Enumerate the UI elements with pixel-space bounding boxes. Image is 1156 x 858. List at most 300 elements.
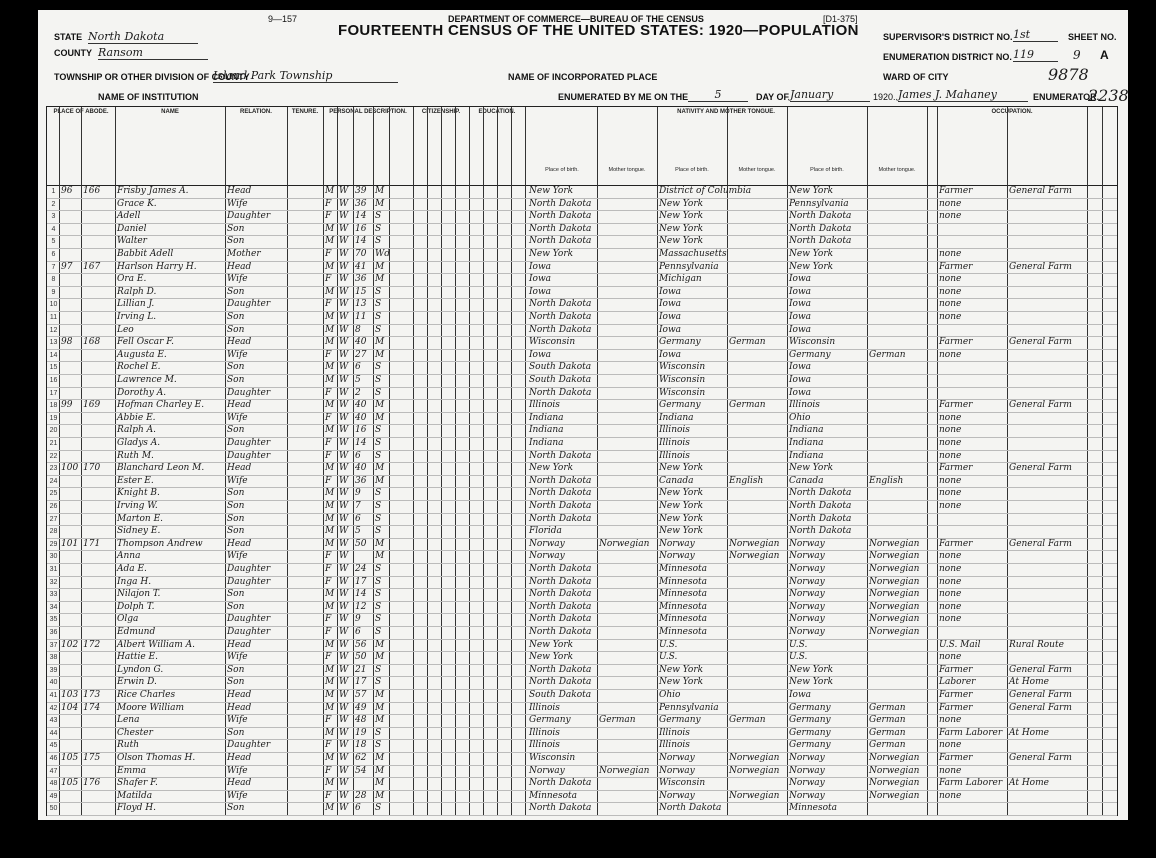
- cell-rn: 31: [49, 566, 58, 573]
- enum-month: January: [790, 88, 870, 102]
- table-row: [47, 298, 1117, 312]
- cell-occ: none: [939, 349, 962, 360]
- cell-dw: 103: [61, 690, 79, 700]
- cell-fpob: Minnesota: [659, 627, 708, 637]
- cell-age: 9: [355, 614, 361, 625]
- cell-mpob: North Dakota: [789, 513, 852, 524]
- cell-ms: M: [375, 538, 385, 549]
- group-occupation: OCCUPATION.: [991, 109, 1033, 115]
- table-row: [47, 387, 1117, 401]
- cell-age: 16: [355, 425, 367, 436]
- table-row: [47, 752, 1117, 766]
- cell-race: W: [339, 324, 349, 335]
- cell-pob: Iowa: [529, 261, 552, 272]
- group-name: NAME: [161, 109, 179, 115]
- cell-pob: New York: [529, 186, 574, 196]
- cell-name: Adell: [117, 211, 141, 222]
- cell-sex: M: [325, 337, 335, 348]
- cell-mpob: Norway: [789, 753, 825, 763]
- table-row: [47, 235, 1117, 249]
- cell-fpob: Massachusetts: [659, 249, 727, 259]
- cell-name: Floyd H.: [117, 803, 156, 814]
- cell-age: 40: [355, 400, 367, 411]
- cell-sex: F: [325, 198, 332, 209]
- cell-age: 14: [355, 589, 367, 600]
- cell-dw: 98: [61, 337, 73, 348]
- cell-occ: Farmer: [939, 664, 973, 675]
- cell-fam: 175: [83, 753, 101, 763]
- cell-fpob: New York: [659, 526, 704, 537]
- table-row: [47, 727, 1117, 741]
- cell-ind: General Farm: [1009, 538, 1072, 549]
- cell-fpob: New York: [659, 223, 704, 234]
- cell-fpob: Norway: [659, 538, 695, 549]
- cell-mtg: Norwegian: [869, 564, 920, 574]
- cell-race: W: [339, 425, 349, 436]
- cell-sex: M: [325, 501, 335, 511]
- cell-dw: 100: [61, 463, 79, 474]
- cell-mpob: Iowa: [789, 387, 812, 398]
- cell-occ: Farmer: [939, 186, 973, 196]
- cell-ftg: Norwegian: [729, 790, 780, 801]
- cell-sex: M: [325, 362, 335, 373]
- cell-ms: M: [375, 198, 385, 209]
- cell-mtg: Norwegian: [869, 614, 920, 625]
- cell-ms: M: [375, 690, 385, 700]
- cell-sex: F: [325, 450, 332, 461]
- cell-pob: Minnesota: [529, 790, 578, 801]
- cell-pob: North Dakota: [529, 387, 592, 398]
- cell-rn: 3: [51, 213, 56, 221]
- cell-rn: 40: [49, 679, 58, 687]
- cell-rn: 8: [51, 276, 56, 284]
- place-label: NAME OF INCORPORATED PLACE: [508, 72, 658, 82]
- cell-rel: Head: [227, 702, 252, 713]
- cell-occ: Farmer: [939, 463, 973, 474]
- cell-occ: none: [939, 614, 962, 625]
- cell-age: 50: [355, 538, 367, 549]
- cell-name: Rochel E.: [117, 362, 161, 373]
- cell-mpob: Norway: [789, 576, 825, 587]
- cell-age: 15: [355, 286, 367, 297]
- cell-fpob: Minnesota: [659, 614, 708, 625]
- cell-mpob: Germany: [789, 702, 831, 713]
- cell-mpob: Ohio: [789, 412, 811, 423]
- cell-age: 40: [355, 412, 367, 423]
- cell-sex: F: [325, 790, 332, 801]
- cell-sex: F: [325, 627, 332, 637]
- cell-mpob: Canada: [789, 475, 824, 486]
- cell-pob: Iowa: [529, 274, 552, 285]
- cell-race: W: [339, 501, 349, 511]
- table-row: [47, 374, 1117, 388]
- cell-fpob: Iowa: [659, 324, 682, 335]
- cell-fpob: U.S.: [659, 639, 678, 650]
- cell-rel: Son: [227, 589, 245, 600]
- table-row: [47, 210, 1117, 224]
- cell-rel: Son: [227, 324, 245, 335]
- cell-pob: South Dakota: [529, 690, 592, 700]
- table-row: [47, 613, 1117, 627]
- enumerator-name: James J. Mahaney: [898, 88, 1028, 102]
- cell-rn: 14: [49, 351, 58, 359]
- cell-fpob: Ohio: [659, 690, 681, 700]
- cell-pob: North Dakota: [529, 211, 592, 222]
- cell-name: Rice Charles: [117, 690, 176, 700]
- cell-mpob: Indiana: [789, 425, 824, 436]
- table-row: [47, 475, 1117, 489]
- cell-sex: M: [325, 664, 335, 675]
- table-row: [47, 538, 1117, 552]
- cell-age: 56: [355, 639, 367, 650]
- cell-rn: 48: [49, 780, 58, 788]
- cell-race: W: [339, 715, 349, 726]
- cell-pob: North Dakota: [529, 312, 592, 322]
- column-headers: [47, 107, 1117, 186]
- cell-rn: 7: [51, 263, 56, 271]
- cell-age: 40: [355, 337, 367, 348]
- cell-sex: M: [325, 601, 335, 612]
- cell-pob: Norway: [529, 538, 565, 549]
- cell-dw: 96: [61, 186, 73, 196]
- cell-name: Harlson Harry H.: [117, 261, 197, 272]
- cell-occ: Farmer: [939, 753, 973, 763]
- cell-occ: none: [939, 312, 962, 322]
- group-citizenship: CITIZENSHIP.: [421, 109, 461, 115]
- table-row: [47, 639, 1117, 653]
- day-of-label: DAY OF: [756, 92, 790, 102]
- sub-father-pob: Place of birth.: [675, 167, 709, 173]
- enum-day: 5: [688, 88, 748, 102]
- cell-ind: At Home: [1009, 677, 1049, 688]
- table-row: [47, 702, 1117, 716]
- cell-sex: M: [325, 803, 335, 814]
- cell-fpob: Iowa: [659, 349, 682, 360]
- cell-mpob: Germany: [789, 715, 831, 726]
- cell-name: Ralph D.: [117, 286, 157, 297]
- series-code: [D1-375]: [823, 14, 858, 24]
- year: 1920.: [873, 92, 896, 102]
- cell-race: W: [339, 627, 349, 637]
- cell-rel: Son: [227, 803, 245, 814]
- cell-fpob: New York: [659, 463, 704, 474]
- cell-ms: M: [375, 261, 385, 272]
- cell-ind: General Farm: [1009, 664, 1072, 675]
- cell-fpob: Illinois: [659, 425, 690, 436]
- cell-age: 5: [355, 375, 361, 385]
- cell-mpob: Iowa: [789, 324, 812, 335]
- cell-fpob: Norway: [659, 790, 695, 801]
- cell-pob: North Dakota: [529, 236, 592, 247]
- table-row: [47, 311, 1117, 325]
- cell-occ: none: [939, 274, 962, 285]
- cell-race: W: [339, 400, 349, 411]
- cell-age: 9: [355, 488, 361, 499]
- cell-fpob: Illinois: [659, 450, 690, 461]
- cell-name: Edmund: [117, 627, 156, 637]
- cell-ftg: German: [729, 400, 766, 411]
- cell-ftg: Norwegian: [729, 765, 780, 776]
- cell-pob: North Dakota: [529, 299, 592, 310]
- table-row: [47, 487, 1117, 501]
- table-row: [47, 462, 1117, 476]
- cell-pob: Wisconsin: [529, 753, 576, 763]
- sheet-side: A: [1100, 48, 1109, 62]
- cell-rel: Head: [227, 778, 252, 789]
- cell-sex: F: [325, 740, 332, 751]
- cell-race: W: [339, 702, 349, 713]
- cell-pob: North Dakota: [529, 488, 592, 499]
- cell-pob: North Dakota: [529, 576, 592, 587]
- cell-mpob: Indiana: [789, 450, 824, 461]
- cell-fam: 169: [83, 400, 101, 411]
- cell-rn: 22: [49, 452, 58, 460]
- township-label: TOWNSHIP OR OTHER DIVISION OF COUNTY: [54, 72, 250, 82]
- cell-mpob: Iowa: [789, 312, 812, 322]
- cell-age: 12: [355, 601, 367, 612]
- cell-rel: Head: [227, 753, 252, 763]
- cell-occ: Farmer: [939, 690, 973, 700]
- table-row: [47, 336, 1117, 350]
- cell-ptg: German: [599, 715, 636, 726]
- cell-age: 14: [355, 438, 367, 448]
- cell-occ: none: [939, 765, 962, 776]
- cell-sex: F: [325, 614, 332, 625]
- cell-rn: 9: [51, 288, 56, 296]
- cell-mpob: Illinois: [789, 400, 820, 411]
- cell-ms: S: [375, 299, 382, 310]
- cell-pob: Illinois: [529, 727, 560, 738]
- cell-sex: M: [325, 526, 335, 537]
- state-value: North Dakota: [88, 30, 198, 44]
- cell-ms: M: [375, 551, 385, 562]
- cell-fpob: Illinois: [659, 438, 690, 448]
- cell-rn: 39: [49, 666, 58, 674]
- cell-mpob: New York: [789, 249, 834, 259]
- cell-name: Frisby James A.: [117, 186, 189, 196]
- cell-race: W: [339, 412, 349, 423]
- cell-name: Ralph A.: [117, 425, 157, 436]
- sheet-label: SHEET NO.: [1068, 32, 1117, 42]
- cell-rel: Son: [227, 223, 245, 234]
- cell-age: 6: [355, 803, 361, 814]
- cell-race: W: [339, 223, 349, 234]
- cell-fpob: Germany: [659, 715, 701, 726]
- table-row: [47, 198, 1117, 212]
- cell-ms: S: [375, 312, 382, 322]
- cell-race: W: [339, 639, 349, 650]
- cell-mpob: North Dakota: [789, 501, 852, 511]
- cell-age: 19: [355, 727, 367, 738]
- cell-fpob: Wisconsin: [659, 362, 706, 373]
- cell-fpob: Illinois: [659, 740, 690, 751]
- cell-ms: S: [375, 362, 382, 373]
- cell-ptg: Norwegian: [599, 538, 650, 549]
- cell-pob: North Dakota: [529, 803, 592, 814]
- cell-sex: M: [325, 488, 335, 499]
- table-row: [47, 273, 1117, 287]
- cell-fpob: Iowa: [659, 312, 682, 322]
- cell-pob: North Dakota: [529, 677, 592, 688]
- cell-rel: Wife: [227, 765, 248, 776]
- cell-pob: North Dakota: [529, 475, 592, 486]
- cell-race: W: [339, 312, 349, 322]
- cell-rel: Son: [227, 362, 245, 373]
- cell-occ: Farmer: [939, 261, 973, 272]
- cell-ms: M: [375, 702, 385, 713]
- cell-rel: Son: [227, 513, 245, 524]
- cell-rn: 37: [49, 641, 58, 649]
- cell-sex: M: [325, 236, 335, 247]
- cell-race: W: [339, 753, 349, 763]
- cell-name: Dorothy A.: [117, 387, 167, 398]
- cell-occ: none: [939, 299, 962, 310]
- cell-rn: 10: [49, 301, 58, 309]
- cell-rel: Wife: [227, 198, 248, 209]
- cell-rel: Wife: [227, 412, 248, 423]
- cell-fpob: Pennsylvania: [659, 261, 719, 272]
- cell-rel: Daughter: [227, 299, 271, 310]
- cell-fpob: Michigan: [659, 274, 702, 285]
- cell-mpob: Iowa: [789, 690, 812, 700]
- table-row: [47, 790, 1117, 804]
- cell-fpob: Norway: [659, 551, 695, 562]
- cell-pob: Iowa: [529, 349, 552, 360]
- sub-person-pob: Place of birth.: [545, 167, 579, 173]
- cell-name: Albert William A.: [117, 639, 195, 650]
- cell-name: Shafer F.: [117, 778, 158, 789]
- cell-rn: 19: [49, 414, 58, 422]
- cell-age: 49: [355, 702, 367, 713]
- cell-name: Moore William: [117, 702, 185, 713]
- cell-age: 6: [355, 627, 361, 637]
- cell-ms: S: [375, 627, 382, 637]
- table-row: [47, 450, 1117, 464]
- cell-pob: North Dakota: [529, 614, 592, 625]
- cell-pob: Indiana: [529, 438, 564, 448]
- cell-sex: M: [325, 513, 335, 524]
- cell-name: Nilajon T.: [117, 589, 161, 600]
- cell-mtg: Norwegian: [869, 778, 920, 789]
- cell-mtg: Norwegian: [869, 790, 920, 801]
- cell-age: 48: [355, 715, 367, 726]
- cell-race: W: [339, 727, 349, 738]
- cell-mtg: Norwegian: [869, 576, 920, 587]
- cell-rel: Son: [227, 677, 245, 688]
- cell-age: 57: [355, 690, 367, 700]
- cell-occ: none: [939, 211, 962, 222]
- cell-rn: 49: [49, 792, 58, 800]
- group-personal: PERSONAL DESCRIPTION.: [329, 109, 407, 115]
- cell-pob: South Dakota: [529, 375, 592, 385]
- cell-age: 36: [355, 475, 367, 486]
- cell-rn: 6: [51, 251, 56, 258]
- cell-mpob: Iowa: [789, 362, 812, 373]
- cell-ms: S: [375, 513, 382, 524]
- cell-ind: General Farm: [1009, 400, 1072, 411]
- cell-pob: North Dakota: [529, 501, 592, 511]
- table-row: [47, 576, 1117, 590]
- cell-occ: none: [939, 715, 962, 726]
- table-row: [47, 349, 1117, 363]
- cell-fpob: New York: [659, 677, 704, 688]
- cell-mtg: Norwegian: [869, 627, 920, 637]
- cell-sex: M: [325, 677, 335, 688]
- cell-rel: Daughter: [227, 576, 271, 587]
- cell-occ: Laborer: [939, 677, 976, 688]
- cell-mpob: Norway: [789, 564, 825, 574]
- cell-pob: Illinois: [529, 702, 560, 713]
- cell-name: Ada E.: [117, 564, 147, 574]
- cell-rn: 5: [51, 238, 56, 246]
- cell-mpob: Norway: [789, 551, 825, 562]
- cell-race: W: [339, 362, 349, 373]
- cell-race: W: [339, 576, 349, 587]
- cell-race: W: [339, 526, 349, 537]
- table-row: [47, 286, 1117, 300]
- cell-mpob: New York: [789, 664, 834, 675]
- cell-name: Matilda: [117, 790, 153, 801]
- cell-sex: F: [325, 652, 332, 663]
- cell-rn: 11: [49, 314, 58, 321]
- cell-ms: S: [375, 425, 382, 436]
- cell-mpob: New York: [789, 677, 834, 688]
- cell-race: W: [339, 652, 349, 663]
- table-row: [47, 361, 1117, 375]
- cell-race: W: [339, 488, 349, 499]
- cell-pob: North Dakota: [529, 601, 592, 612]
- cell-name: Hattie E.: [117, 652, 158, 663]
- cell-race: W: [339, 589, 349, 600]
- cell-rel: Wife: [227, 790, 248, 801]
- table-row: [47, 399, 1117, 413]
- table-row: [47, 223, 1117, 237]
- cell-rel: Wife: [227, 349, 248, 360]
- cell-sex: F: [325, 211, 332, 222]
- cell-fpob: Minnesota: [659, 589, 708, 600]
- cell-race: W: [339, 450, 349, 461]
- cell-sex: F: [325, 412, 332, 423]
- cell-sex: M: [325, 778, 335, 789]
- cell-ms: S: [375, 677, 382, 688]
- group-relation: RELATION.: [240, 109, 272, 115]
- cell-mtg: Norwegian: [869, 765, 920, 776]
- cell-rn: 4: [51, 225, 56, 233]
- cell-ind: General Farm: [1009, 702, 1072, 713]
- cell-age: 2: [355, 387, 361, 398]
- cell-ftg: Norwegian: [729, 551, 780, 562]
- sub-person-tongue: Mother tongue.: [608, 167, 646, 173]
- cell-race: W: [339, 211, 349, 222]
- cell-ind: General Farm: [1009, 337, 1072, 348]
- cell-ms: M: [375, 639, 385, 650]
- cell-rel: Daughter: [227, 211, 271, 222]
- cell-pob: Norway: [529, 551, 565, 562]
- cell-fam: 166: [83, 186, 101, 196]
- cell-sex: M: [325, 538, 335, 549]
- cell-mtg: German: [869, 349, 906, 360]
- cell-ms: S: [375, 589, 382, 600]
- cell-age: 17: [355, 677, 367, 688]
- cell-ms: M: [375, 463, 385, 474]
- cell-ms: S: [375, 501, 382, 511]
- cell-race: W: [339, 286, 349, 297]
- cell-name: Abbie E.: [117, 412, 156, 423]
- cell-ind: General Farm: [1009, 463, 1072, 474]
- cell-ftg: Norwegian: [729, 538, 780, 549]
- cell-age: 7: [355, 501, 361, 511]
- cell-fpob: Germany: [659, 337, 701, 348]
